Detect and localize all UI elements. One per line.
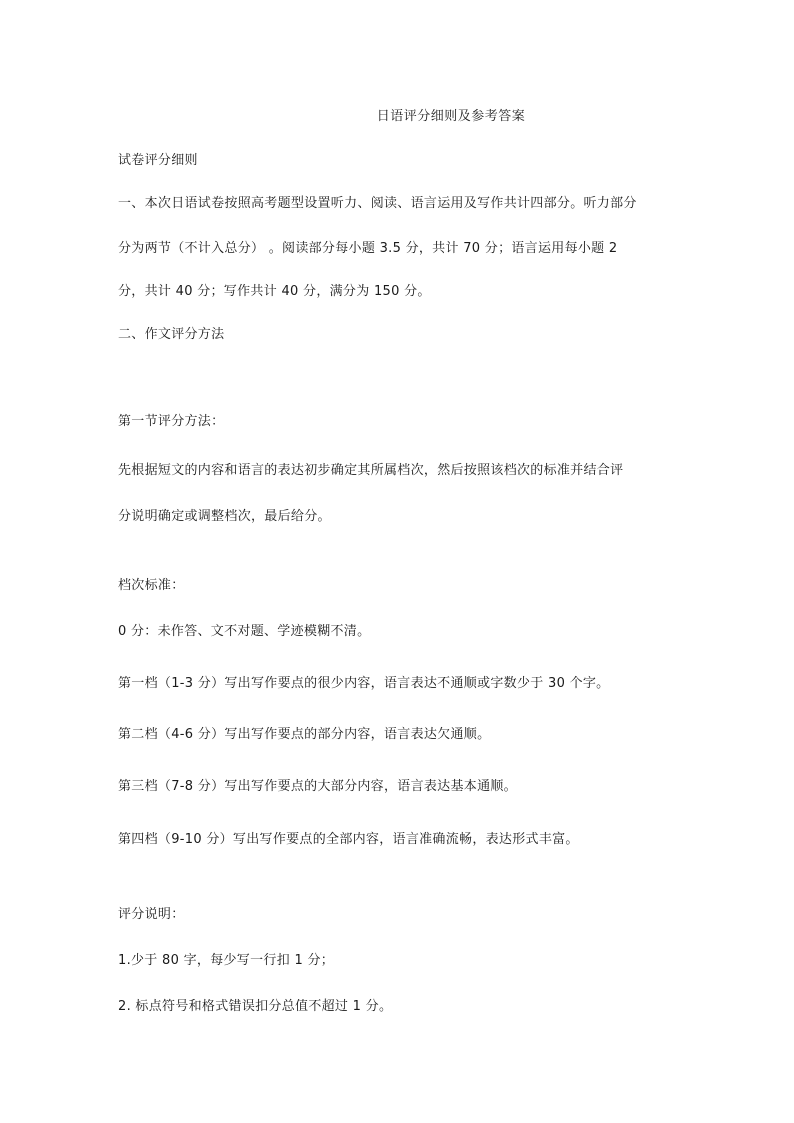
grade-item: 第二档（4-6 分）写出写作要点的部分内容，语言表达欠通顺。 bbox=[118, 727, 491, 742]
grade-item: 第一档（1-3 分）写出写作要点的很少内容，语言表达不通顺或字数少于 30 个字。 bbox=[118, 676, 610, 691]
method-heading: 第一节评分方法： bbox=[118, 414, 225, 429]
method-line-2: 分说明确定或调整档次，最后给分。 bbox=[118, 509, 331, 524]
part1-line-2: 分为两节（不计入总分） 。阅读部分每小题 3.5 分，共计 70 分；语言运用每小题 2 bbox=[118, 241, 618, 256]
grade-item: 第三档（7-8 分）写出写作要点的大部分内容，语言表达基本通顺。 bbox=[118, 779, 517, 794]
notes-heading: 评分说明： bbox=[118, 907, 185, 922]
grade-item: 0 分：未作答、文不对题、学迹模糊不清。 bbox=[118, 624, 371, 639]
part1-line-3: 分，共计 40 分；写作共计 40 分，满分为 150 分。 bbox=[118, 284, 431, 299]
part2-heading: 二、作文评分方法 bbox=[118, 327, 225, 342]
part1-line-1: 一、本次日语试卷按照高考题型设置听力、阅读、语言运用及写作共计四部分。听力部分 bbox=[118, 196, 637, 211]
document-title: 日语评分细则及参考答案 bbox=[376, 109, 526, 124]
grade-item: 第四档（9-10 分）写出写作要点的全部内容，语言准确流畅，表达形式丰富。 bbox=[118, 832, 579, 847]
method-line-1: 先根据短文的内容和语言的表达初步确定其所属档次，然后按照该档次的标准并结合评 bbox=[118, 463, 624, 478]
note-item: 2. 标点符号和格式错误扣分总值不超过 1 分。 bbox=[118, 999, 393, 1014]
section-heading: 试卷评分细则 bbox=[118, 153, 198, 168]
grades-heading: 档次标准： bbox=[118, 578, 185, 593]
note-item: 1.少于 80 字，每少写一行扣 1 分； bbox=[118, 953, 335, 968]
